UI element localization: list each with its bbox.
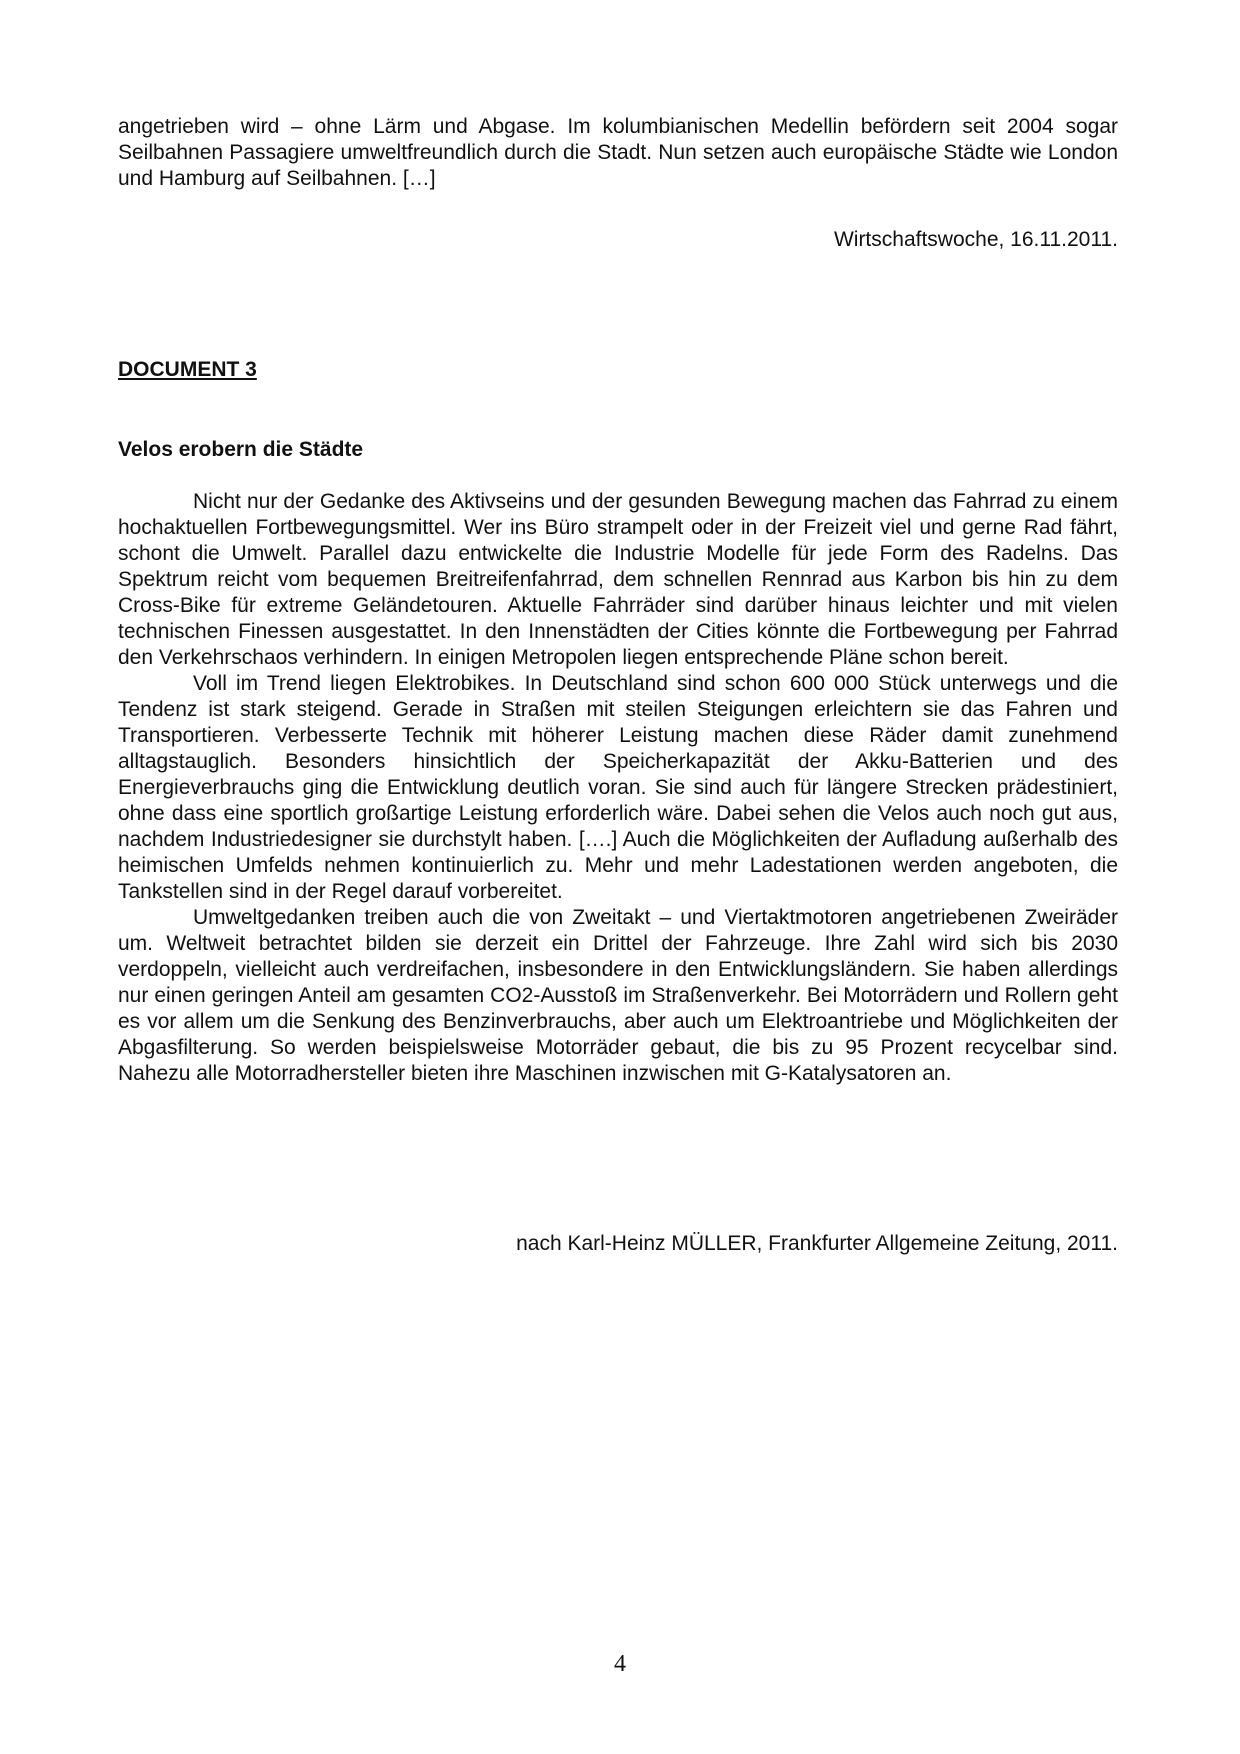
intro-paragraph: angetrieben wird – ohne Lärm und Abgase. Im kolumbianischen Medellin befördern seit 2004 sogar Seilbahnen Passagiere umweltfreundlich durch die Stadt. Nun setzen auch europäische Städte wie London und Hamburg auf Seilbahnen. […] xyxy=(118,115,1118,190)
article-source-citation: nach Karl-Heinz MÜLLER, Frankfurter Allgemeine Zeitung, 2011. xyxy=(516,1232,1118,1255)
article-paragraph-3: Umweltgedanken treiben auch die von Zweitakt – und Viertaktmotoren angetriebenen Zweiräder um. Weltweit betrachtet bilden sie derzeit ein Drittel der Fahrzeuge. Ihre Zahl wird sich bis 2030 verdoppeln, vielleicht auch verdreifachen, insbesondere in den Entwicklungsländern. Sie haben allerdings nur einen geringen Anteil am gesamten CO2-Ausstoß im Straßenverkehr. Bei Motorrädern und Rollern geht es vor allem um die Senkung des Benzinverbrauchs, aber auch um Elektroantriebe und Möglichkeiten der Abgasfilterung. So werden beispielsweise Motorräder gebaut, die bis zu 95 Prozent recycelbar sind. Nahezu alle Motorradhersteller bieten ihre Maschinen inzwischen mit G-Katalysatoren an. xyxy=(118,906,1118,1085)
document-heading: DOCUMENT 3 xyxy=(118,358,257,381)
article-paragraph-1: Nicht nur der Gedanke des Aktivseins und der gesunden Bewegung machen das Fahrrad zu einem hochaktuellen Fortbewegungsmittel. Wer ins Büro strampelt oder in der Freizeit viel und gerne Rad fährt, schont die Umwelt. Parallel dazu entwickelte die Industrie Modelle für jede Form des Radelns. Das Spektrum reicht vom bequemen Breitreifenfahrrad, dem schnellen Rennrad aus Karbon bis hin zu dem Cross-Bike für extreme Geländetouren. Aktuelle Fahrräder sind darüber hinaus leichter und mit vielen technischen Finessen ausgestattet. In den Innenstädten der Cities könnte die Fortbewegung per Fahrrad den Verkehrschaos verhindern. In einigen Metropolen liegen entsprechende Pläne schon bereit. xyxy=(118,490,1118,669)
intro-source-citation: Wirtschaftswoche, 16.11.2011. xyxy=(833,228,1118,251)
article-paragraph-2: Voll im Trend liegen Elektrobikes. In Deutschland sind schon 600 000 Stück unterwegs und die Tendenz ist stark steigend. Gerade in Straßen mit steilen Steigungen erleichtern sie das Fahren und Transportieren. Verbesserte Technik mit höherer Leistung machen diese Räder damit zunehmend alltagstauglich. Besonders hinsichtlich der Speicherkapazität der Akku-Batterien und des Energieverbrauchs ging die Entwicklung deutlich voran. Sie sind auch für längere Strecken prädestiniert, ohne dass eine sportlich großartige Leistung erforderlich wäre. Dabei sehen die Velos auch noch gut aus, nachdem Industriedesigner sie durchstylt haben. [….] Auch die Möglichkeiten der Aufladung außerhalb des heimischen Umfelds nehmen kontinuierlich zu. Mehr und mehr Ladestationen werden angeboten, die Tankstellen sind in der Regel darauf vorbereitet. xyxy=(118,672,1118,903)
article-body xyxy=(118,489,1118,1087)
article-title: Velos erobern die Städte xyxy=(118,438,364,461)
page-number: 4 xyxy=(614,1651,626,1677)
